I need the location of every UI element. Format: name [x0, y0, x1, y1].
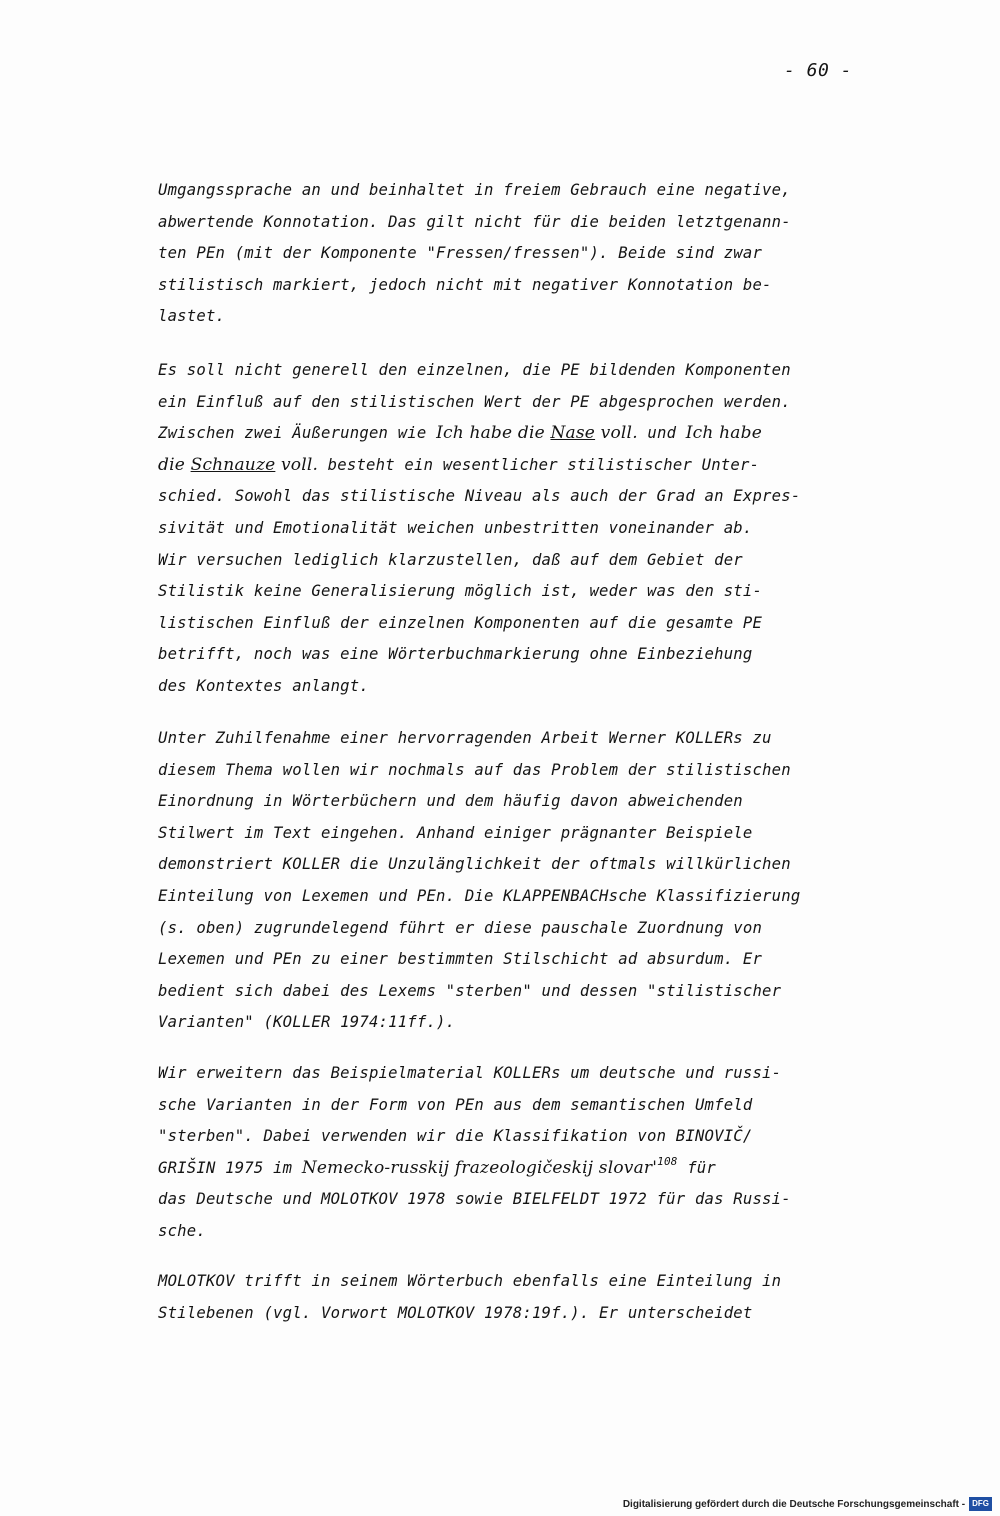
text-line: diesem Thema wollen wir nochmals auf das Problem der stilistischen — [158, 760, 791, 779]
text-line: Unter Zuhilfenahme einer hervorragenden Arbeit Werner KOLLERs zu — [158, 729, 772, 747]
text-line: schied. Sowohl das stilistische Niveau als auch der Grad an Expres- — [158, 487, 801, 506]
example-text: die — [158, 454, 191, 475]
text-line-with-example — [158, 450, 878, 482]
footer-text: Digitalisierung gefördert durch die Deutsche Forschungsgemeinschaft - — [622, 1498, 966, 1510]
text-line: "sterben". Dabei verwenden wir die Klassifikation von BINOVIČ/ — [158, 1127, 753, 1146]
page-number: - 60 - — [784, 60, 853, 81]
paragraph-5 — [158, 1266, 878, 1329]
text-line: Einordnung in Wörterbüchern und dem häufig davon abweichenden — [158, 792, 743, 811]
text-line: betrifft, noch was eine Wörterbuchmarkierung ohne Einbeziehung — [158, 645, 753, 664]
dfg-logo: DFG — [969, 1497, 992, 1511]
text-line: listischen Einfluß der einzelnen Komponenten auf die gesamte PE — [158, 613, 763, 632]
digitization-footer — [623, 1495, 992, 1513]
example-text: voll. — [275, 454, 319, 475]
line-text: besteht ein wesentlicher stilistischer Unter- — [318, 455, 760, 474]
underlined-word: Nase — [550, 423, 596, 444]
text-line: des Kontextes anlangt. — [158, 676, 369, 695]
paragraph-3 — [158, 723, 878, 1039]
paragraph-2 — [158, 355, 878, 703]
line-text: Zwischen zwei Äußerungen wie — [158, 424, 437, 443]
paragraph-4 — [158, 1058, 878, 1248]
text-line: demonstriert KOLLER die Unzulänglichkeit der oftmals willkürlichen — [158, 855, 791, 874]
example-text: Ich habe — [685, 423, 762, 444]
text-line: Stilwert im Text eingehen. Anhand einiger prägnanter Beispiele — [158, 823, 753, 842]
text-line-with-title — [158, 1153, 878, 1185]
text-line: Varianten" (KOLLER 1974:11ff.). — [158, 1013, 456, 1032]
text-line: (s. oben) zugrundelegend führt er diese pauschale Zuordnung von — [158, 918, 763, 937]
book-title: Nemecko-russkij frazeologičeskij slovar' — [301, 1157, 658, 1178]
example-text: voll. — [595, 423, 638, 444]
text-line: sche. — [158, 1221, 206, 1240]
text-line: abwertende Konnotation. Das gilt nicht für die beiden letztgenann- — [158, 212, 791, 231]
text-line: stilistisch markiert, jedoch nicht mit negativer Konnotation be- — [158, 275, 772, 294]
text-line: Wir versuchen lediglich klarzustellen, daß auf dem Gebiet der — [158, 550, 743, 569]
footnote-marker: 108 — [657, 1154, 678, 1168]
text-line: MOLOTKOV trifft in seinem Wörterbuch ebenfalls eine Einteilung in — [158, 1272, 782, 1290]
text-line: das Deutsche und MOLOTKOV 1978 sowie BIELFELDT 1972 für das Russi- — [158, 1190, 791, 1209]
text-line: Es soll nicht generell den einzelnen, die PE bildenden Komponenten — [158, 361, 791, 379]
text-line: Stilistik keine Generalisierung möglich ist, weder was den sti- — [158, 582, 763, 601]
text-line: lastet. — [158, 307, 226, 326]
text-line: Umgangssprache an und beinhaltet in freiem Gebrauch eine negative, — [158, 181, 791, 199]
text-line: sivität und Emotionalität weichen unbestritten voneinander ab. — [158, 518, 753, 537]
text-line: sche Varianten in der Form von PEn aus dem semantischen Umfeld — [158, 1095, 753, 1114]
text-line: Einteilung von Lexemen und PEn. Die KLAPPENBACHsche Klassifizierung — [158, 886, 801, 905]
text-line: ein Einfluß auf den stilistischen Wert der PE abgesprochen werden. — [158, 392, 791, 411]
underlined-word: Schnauze — [190, 454, 276, 475]
text-line: Lexemen und PEn zu einer bestimmten Stilschicht ad absurdum. Er — [158, 950, 763, 969]
text-line: Stilebenen (vgl. Vorwort MOLOTKOV 1978:19f.). Er unterscheidet — [158, 1303, 753, 1322]
text-line: ten PEn (mit der Komponente "Fressen/fressen"). Beide sind zwar — [158, 244, 763, 263]
line-text: GRIŠIN 1975 im — [158, 1158, 302, 1177]
example-text: Ich habe die — [436, 423, 551, 444]
line-text: für — [677, 1158, 716, 1177]
text-line: bedient sich dabei des Lexems "sterben" und dessen "stilistischer — [158, 981, 782, 1000]
text-line: Wir erweitern das Beispielmaterial KOLLERs um deutsche und russi- — [158, 1064, 782, 1082]
text-line-with-example — [158, 418, 878, 450]
paragraph-1 — [158, 175, 878, 333]
line-text: und — [637, 424, 686, 443]
